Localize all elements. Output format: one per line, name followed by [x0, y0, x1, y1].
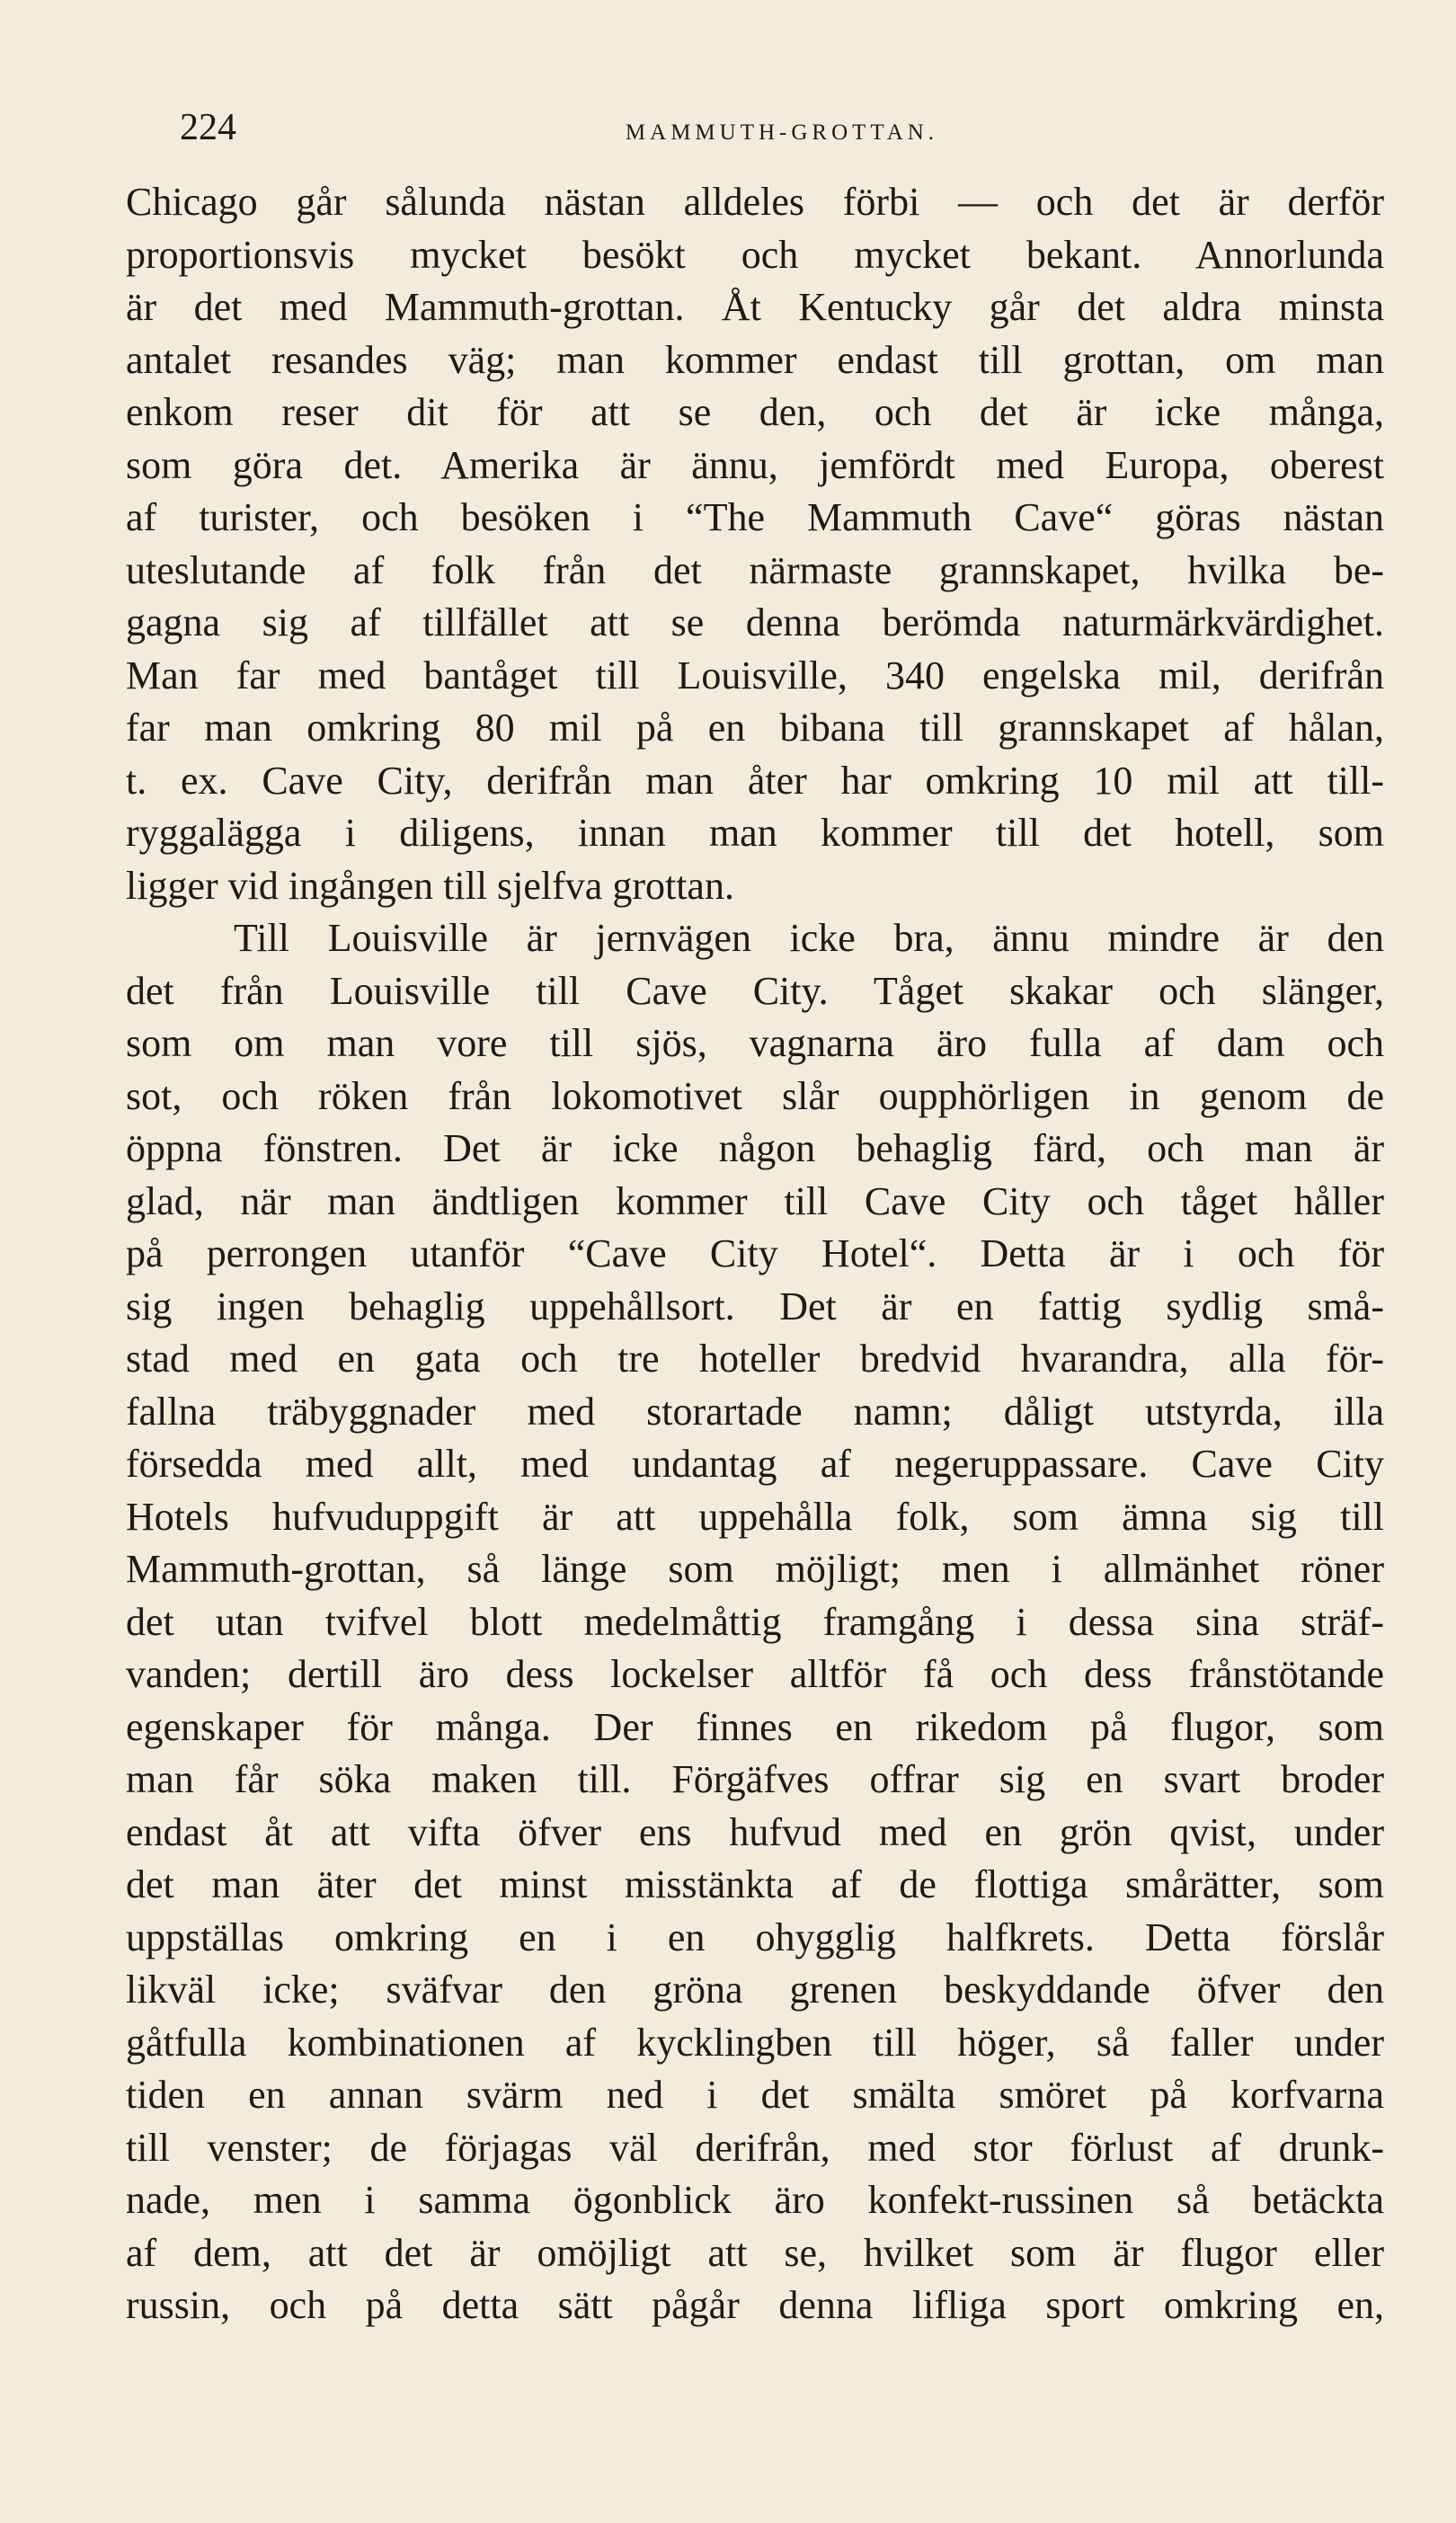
page-number: 224 [180, 107, 236, 148]
text-line: nade, men i samma ögonblick äro konfekt-russinen så betäckta [126, 2178, 1384, 2222]
text-line: enkom reser dit för att se den, och det är icke många, [126, 390, 1384, 434]
text-line: af turister, och besöken i “The Mammuth Cave“ göras nästan [126, 495, 1384, 539]
text-line: stad med en gata och tre hoteller bredvid hvarandra, alla för- [126, 1337, 1384, 1381]
text-line: Mammuth-grottan, så länge som möjligt; men i allmänhet röner [126, 1547, 1384, 1591]
text-line: tiden en annan svärm ned i det smälta smöret på korfvarna [126, 2073, 1384, 2117]
text-line: det man äter det minst misstänkta af de flottiga smårätter, som [126, 1862, 1384, 1906]
text-line: endast åt att vifta öfver ens hufvud med en grön qvist, under [126, 1809, 1384, 1854]
text-line: vanden; dertill äro dess lockelser alltför få och dess frånstötande [126, 1652, 1384, 1696]
text-line: på perrongen utanför “Cave City Hotel“. Detta är i och för [126, 1231, 1384, 1275]
text-line: t. ex. Cave City, derifrån man åter har omkring 10 mil att till- [126, 758, 1384, 803]
text-line: det utan tvifvel blott medelmåttig framgång i dessa sina sträf- [126, 1599, 1384, 1644]
text-line: är det med Mammuth-grottan. Åt Kentucky går det aldra minsta [126, 285, 1384, 329]
text-line: som göra det. Amerika är ännu, jemfördt med Europa, oberest [126, 442, 1384, 487]
text-line: russin, och på detta sätt pågår denna lifliga sport omkring en, [126, 2283, 1384, 2327]
text-line: ryggalägga i diligens, innan man kommer till det hotell, som [126, 811, 1384, 855]
running-head [180, 101, 1384, 155]
text-line: uppställas omkring en i en ohygglig halfkrets. Detta förslår [126, 1914, 1384, 1959]
text-line: försedda med allt, med undantag af negeruppassare. Cave City [126, 1442, 1384, 1486]
text-line: man får söka maken till. Förgäfves offrar sig en svart broder [126, 1757, 1384, 1801]
text-line: det från Louisville till Cave City. Tåget skakar och slänger, [126, 968, 1384, 1013]
text-line: antalet resandes väg; man kommer endast till grottan, om man [126, 337, 1384, 382]
text-line: Till Louisville är jernvägen icke bra, ännu mindre är den [234, 916, 1384, 960]
text-line: fallna träbyggnader med storartade namn; dåligt utstyrda, illa [126, 1389, 1384, 1434]
text-line: Chicago går sålunda nästan alldeles förbi — och det är derför [126, 180, 1384, 224]
text-line: likväl icke; sväfvar den gröna grenen beskyddande öfver den [126, 1968, 1384, 2012]
text-line: gåtfulla kombinationen af kycklingben till höger, så faller under [126, 2020, 1384, 2065]
text-line: uteslutande af folk från det närmaste grannskapet, hvilka be- [126, 547, 1384, 592]
text-line: far man omkring 80 mil på en bibana till grannskapet af hålan, [126, 706, 1384, 750]
text-line: sig ingen behaglig uppehållsort. Det är en fattig sydlig små- [126, 1284, 1384, 1328]
text-line: gagna sig af tillfället att se denna berömda naturmärkvärdighet. [126, 600, 1384, 644]
text-line: öppna fönstren. Det är icke någon behaglig färd, och man är [126, 1126, 1384, 1170]
text-line: Hotels hufvuduppgift är att uppehålla folk, som ämna sig till [126, 1494, 1384, 1539]
text-line: sot, och röken från lokomotivet slår oupphörligen in genom de [126, 1073, 1384, 1118]
text-line: af dem, att det är omöjligt att se, hvilket som är flugor eller [126, 2230, 1384, 2275]
text-line: proportionsvis mycket besökt och mycket bekant. Annorlunda [126, 232, 1384, 277]
text-line: som om man vore till sjös, vagnarna äro fulla af dam och [126, 1021, 1384, 1065]
running-title: MAMMUTH-GROTTAN. [625, 120, 939, 145]
text-line: ligger vid ingången till sjelfva grottan. [126, 863, 734, 908]
body-text [126, 176, 1384, 2332]
text-line: Man far med bantåget till Louisville, 340 engelska mil, derifrån [126, 653, 1384, 697]
text-line: glad, när man ändtligen kommer till Cave City och tåget håller [126, 1178, 1384, 1223]
text-line: till venster; de förjagas väl derifrån, med stor förlust af drunk- [126, 2125, 1384, 2170]
text-line: egenskaper för många. Der finnes en rikedom på flugor, som [126, 1704, 1384, 1749]
